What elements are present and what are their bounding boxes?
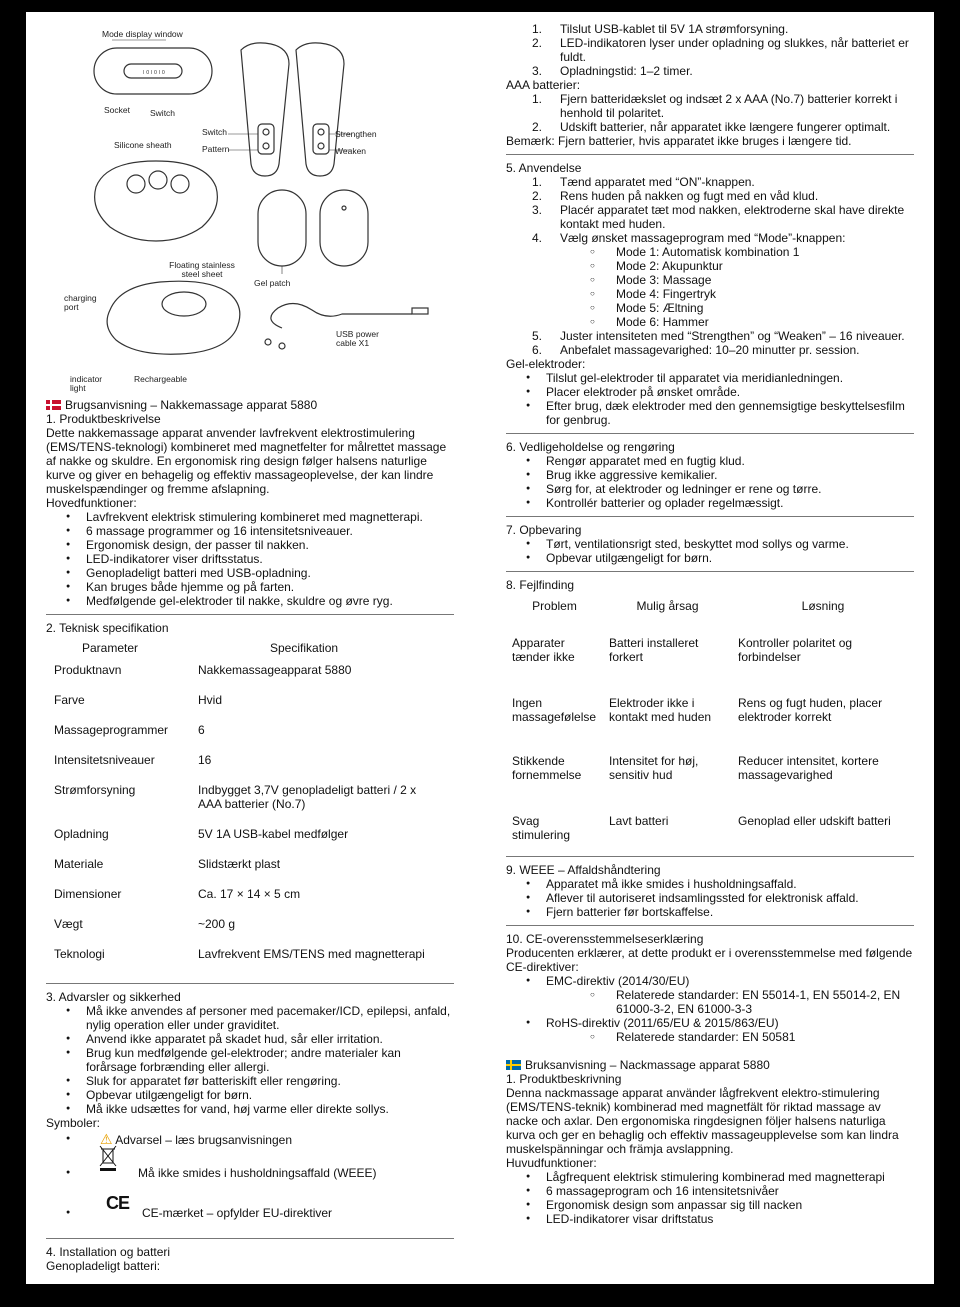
table-cell: Indbygget 3,7V genopladeligt batteri / 2 x AAA batterier (No.7) [198, 783, 417, 811]
list-item: ● Placer elektroder på ønsket område. [506, 385, 914, 399]
manual-page [26, 12, 934, 1284]
ce-mark-icon: ● CE [106, 1193, 130, 1213]
table-row [46, 693, 446, 723]
list-item: ○ Relaterede standarder: EN 50581 [506, 1030, 914, 1044]
list-item: ● Efter brug, dæk elektroder med den gennemsigtige beskyttelsesfilm for genbrug. [506, 399, 914, 427]
table-cell: Nakkemassageapparat 5880 [198, 663, 352, 677]
table-cell: Farve [54, 693, 85, 707]
list-item: ● LED-indikatorer visar driftstatus [506, 1212, 914, 1226]
dk-s5-heading: 5. Anvendelse [506, 161, 582, 175]
table-row [46, 783, 446, 827]
dk-gel-heading: Gel-elektroder: [506, 357, 586, 371]
warning-icon: ⚠ [100, 1131, 113, 1147]
list-item: ● Sluk for apparatet før batteriskift eller rengøring. [46, 1074, 454, 1088]
table-cell: Rens og fugt huden, placer elektroder korrekt [738, 696, 883, 724]
list-item: 1. Tilslut USB-kablet til 5V 1A strømforsyning. [532, 22, 789, 36]
table-cell: Intensitetsniveauer [54, 753, 155, 767]
label-switch-2: Switch [202, 127, 228, 137]
dk-s1-sub: Hovedfunktioner: [46, 496, 137, 510]
table-cell: Ca. 17 × 14 × 5 cm [198, 887, 301, 901]
table-cell: Opladning [54, 827, 109, 841]
list-item: ○ Relaterede standarder: EN 55014-1, EN 55014-2, EN 61000-3-2, EN 61000-3-3 [506, 988, 914, 1016]
list-item: ● Genopladeligt batteri med USB-opladning. [46, 566, 454, 580]
table-row [46, 917, 446, 947]
table-header: Mulig årsag [636, 599, 699, 613]
table-row [46, 947, 446, 977]
list-item: 2. Udskift batterier, når apparatet ikke længere fungerer optimalt. [532, 120, 891, 134]
table-cell: Ingen massagefølelse [512, 696, 597, 724]
dk-s1-text: Dette nakkemassage apparat anvender lavfrekvent elektrostimulering (EMS/TENS-teknologi) kombineret med magnetfelter for målrettet massage af nakke og skuldre. En ergonomisk ring design følger halsens naturlige kurve og giver en behagelig og effektiv massageoplevelse, der kan lindre muskelspændinger og fremme afslapning. [46, 426, 447, 496]
table-cell: Batteri installeret forkert [609, 636, 699, 664]
dk-ce-sublist [506, 988, 914, 1016]
list-item: ● Ergonomisk design, der passer til nakken. [46, 538, 454, 552]
dk-s6-heading: 6. Vedligeholdelse og rengøring [506, 440, 675, 454]
list-item: 6. Anbefalet massagevarighed: 10–20 minutter pr. session. [532, 343, 860, 357]
label-gel: Gel patch [254, 278, 291, 288]
spec-table [46, 641, 446, 977]
list-item: ● Rengør apparatet med en fugtig klud. [506, 454, 914, 468]
dk-s4-note: Bemærk: Fjern batterier, hvis apparatet ikke bruges i længere tid. [506, 134, 852, 148]
list-item: ● Aflever til autoriseret indsamlingssted for elektronisk affald. [506, 891, 914, 905]
dk-s9-heading: 9. WEEE – Affaldshåndtering [506, 863, 661, 877]
troubleshooting-table [506, 598, 914, 850]
list-item: ● Brug ikke aggressive kemikalier. [506, 468, 914, 482]
table-header-row [506, 598, 914, 636]
list-item: ● RoHS-direktiv (2011/65/EU & 2015/863/EU) [506, 1016, 914, 1030]
table-cell: Kontroller polaritet og forbindelser [738, 636, 853, 664]
se-s1-text: Denna nackmassage apparat använder lågfrekvent elektro-stimulering (EMS/TENS-teknik) kombinerad med magnetfält för riktad massage av nacke och axlar. Den ergonomiska ringdesignen följer halsens naturliga kurva och ger en behaglig och effektiv massageupplevelse som kan lindra muskelspänningar och främja avslappning. [506, 1086, 899, 1156]
table-row [46, 663, 446, 693]
label-floating: Floating stainless steel sheet [169, 260, 235, 279]
dk-usage-steps-2 [506, 329, 914, 357]
list-item: ● Anvend ikke apparatet på skadet hud, sår eller irritation. [46, 1032, 454, 1046]
dk-recharge-steps [506, 22, 914, 78]
dk-usage-steps [506, 175, 914, 245]
table-header: Specifikation [270, 641, 339, 655]
label-charging: charging port [64, 293, 97, 312]
table-cell: Svag stimulering [512, 814, 571, 842]
mode-display-digits: I 0 I 0 I 0 [143, 70, 165, 76]
list-item: ● Lavfrekvent elektrisk stimulering kombineret med magnetterapi. [46, 510, 454, 524]
list-item: 3. Opladningstid: 1–2 timer. [532, 64, 693, 78]
table-cell: Genoplad eller udskift batteri [738, 814, 891, 828]
list-item: 2. Rens huden på nakken og fugt med en våd klud. [532, 189, 819, 203]
product-illustration [46, 12, 454, 398]
dk-s2-heading: 2. Teknisk specifikation [46, 621, 169, 635]
list-item: ● LED-indikatorer viser driftsstatus. [46, 552, 454, 566]
table-header: Parameter [82, 641, 139, 655]
table-row [506, 696, 914, 754]
divider [506, 925, 914, 926]
list-item: ● EMC-direktiv (2014/30/EU) [506, 974, 914, 988]
dk-weee-list [506, 877, 914, 919]
list-item: ● Brug kun medfølgende gel-elektroder; andre materialer kan forårsage forbrænding eller allergi. [46, 1046, 454, 1074]
divider [46, 614, 454, 615]
symbol-label: CE-mærket – opfylder EU-direktiver [142, 1206, 333, 1220]
dk-s4-sub: Genopladeligt batteri: [46, 1259, 161, 1273]
table-cell: Slidstærkt plast [198, 857, 281, 871]
list-item: ● Tilslut gel-elektroder til apparatet via meridianledningen. [506, 371, 914, 385]
divider [506, 516, 914, 517]
table-row [46, 887, 446, 917]
list-item: 4. Vælg ønsket massageprogram med “Mode”-knappen: [532, 231, 846, 245]
list-item: ● Medfølgende gel-elektroder til nakke, skuldre og øvre ryg. [46, 594, 454, 608]
list-item: ○ Mode 3: Massage [506, 273, 914, 287]
label-weaken: Weaken [335, 146, 367, 156]
list-item: ○ Mode 4: Fingertryk [506, 287, 914, 301]
table-cell: Stikkende fornemmelse [512, 754, 582, 782]
list-item: ● Opbevar utilgængeligt for børn. [506, 551, 914, 565]
table-cell: Intensitet for høj, sensitiv hud [609, 754, 699, 782]
list-item: 1. Tænd apparatet med “ON”-knappen. [532, 175, 755, 189]
table-row [506, 754, 914, 814]
table-cell: Lavt batteri [609, 814, 669, 828]
dk-aaa-steps [506, 92, 914, 134]
list-item: ● Fjern batterier før bortskaffelse. [506, 905, 914, 919]
label-socket: Socket [104, 105, 130, 115]
table-header: Problem [532, 599, 577, 613]
list-item: 2. LED-indikatoren lyser under opladning og slukkes, når batteriet er fuldt. [532, 36, 909, 64]
dk-ce-list [506, 974, 914, 988]
list-item: ○ Mode 6: Hammer [506, 315, 914, 329]
right-column [506, 22, 914, 1226]
divider [46, 1238, 454, 1239]
list-item: 5. Juster intensiteten med “Strengthen” og “Weaken” – 16 niveauer. [532, 329, 905, 343]
table-row [46, 753, 446, 783]
list-item: 1. Fjern batteridækslet og indsæt 2 x AAA (No.7) batterier korrekt i henhold til polaritet. [532, 92, 898, 120]
list-item: ○ Mode 2: Akupunktur [506, 259, 914, 273]
se-title: Bruksanvisning – Nackmassage apparat 5880 [506, 1058, 914, 1072]
symbol-row-weee [46, 1152, 454, 1198]
symbol-row-ce [46, 1193, 454, 1232]
table-cell: 16 [198, 753, 212, 767]
label-silicone: Silicone sheath [114, 140, 172, 150]
table-cell: Produktnavn [54, 663, 122, 677]
list-item: ● Opbevar utilgængeligt for børn. [46, 1088, 454, 1102]
label-mode-window: Mode display window [102, 29, 183, 39]
label-rechargeable: Rechargeable [134, 374, 187, 384]
table-cell: Lavfrekvent EMS/TENS med magnetterapi [198, 947, 425, 961]
table-cell: Hvid [198, 693, 223, 707]
list-item: ● Kan bruges både hjemme og på farten. [46, 580, 454, 594]
divider [506, 571, 914, 572]
list-item: ● Må ikke anvendes af personer med pacemaker/ICD, epilepsi, anfald, nylig operation eller under graviditet. [46, 1004, 454, 1032]
table-row [46, 723, 446, 753]
dk-s3-heading: 3. Advarsler og sikkerhed [46, 990, 181, 1004]
dk-s8-heading: 8. Fejlfinding [506, 578, 575, 592]
dk-title: Brugsanvisning – Nakkemassage apparat 5880 [46, 398, 454, 412]
table-cell: Vægt [54, 917, 83, 931]
danish-flag-icon [46, 400, 61, 410]
table-cell: Teknologi [54, 947, 105, 961]
dk-storage-list [506, 537, 914, 565]
dk-symbols-heading: Symboler: [46, 1116, 101, 1130]
table-cell: 6 [198, 723, 205, 737]
table-row [46, 857, 446, 887]
divider [506, 433, 914, 434]
label-indicator: indicator light [70, 374, 103, 393]
list-item: ● Må ikke udsættes for vand, høj varme eller direkte sollys. [46, 1102, 454, 1116]
list-item: 3. Placér apparatet tæt mod nakken, elektroderne skal have direkte kontakt med huden. [532, 203, 905, 231]
divider [506, 154, 914, 155]
table-cell: 5V 1A USB-kabel medfølger [198, 827, 349, 841]
dk-s1-heading: 1. Produktbeskrivelse [46, 412, 161, 426]
table-header-row [46, 641, 446, 663]
table-cell: Elektroder ikke i kontakt med huden [609, 696, 712, 724]
weee-bin-icon [98, 1144, 118, 1172]
product-diagram [46, 12, 454, 398]
se-s1-sub: Huvudfunktioner: [506, 1156, 597, 1170]
dk-features-list [46, 510, 454, 608]
se-s1-heading: 1. Produktbeskrivning [506, 1072, 622, 1086]
symbol-label: Må ikke smides i husholdningsaffald (WEEE) [138, 1166, 377, 1180]
table-cell: Materiale [54, 857, 104, 871]
dk-s4-heading: 4. Installation og batteri [46, 1245, 171, 1259]
list-item: ● 6 massageprogram och 16 intensitetsnivåer [506, 1184, 914, 1198]
list-item: ● Ergonomisk design som anpassar sig till nacken [506, 1198, 914, 1212]
dk-warnings-list [46, 1004, 454, 1116]
left-column [46, 12, 454, 1273]
se-features-list [506, 1170, 914, 1226]
dk-s10-text: Producenten erklærer, at dette produkt er i overensstemmelse med følgende CE-direktiver: [506, 946, 913, 974]
list-item: ○ Mode 5: Æltning [506, 301, 914, 315]
list-item: ● Tørt, ventilationsrigt sted, beskyttet mod sollys og varme. [506, 537, 914, 551]
list-item: ● Sørg for, at elektroder og ledninger er rene og tørre. [506, 482, 914, 496]
divider [46, 983, 454, 984]
dk-modes-list [506, 245, 914, 329]
table-row [506, 636, 914, 696]
divider [506, 856, 914, 857]
dk-aaa-heading: AAA batterier: [506, 78, 581, 92]
table-cell: Strømforsyning [54, 783, 136, 797]
dk-gel-list [506, 371, 914, 427]
list-item: ● Kontrollér batterier og oplader regelmæssigt. [506, 496, 914, 510]
table-cell: Dimensioner [54, 887, 122, 901]
label-strengthen: Strengthen [335, 129, 377, 139]
list-item: ● Apparatet må ikke smides i husholdningsaffald. [506, 877, 914, 891]
dk-ce-list-2 [506, 1016, 914, 1030]
table-cell: Apparater tænder ikke [512, 636, 575, 664]
dk-s7-heading: 7. Opbevaring [506, 523, 582, 537]
dk-ce-sublist-2 [506, 1030, 914, 1044]
label-usb: USB power cable X1 [336, 329, 379, 348]
swedish-flag-icon [506, 1060, 521, 1070]
table-row [46, 827, 446, 857]
table-cell: Reducer intensitet, kortere massagevarighed [738, 754, 879, 782]
table-cell: Massageprogrammer [54, 723, 169, 737]
label-pattern: Pattern [202, 144, 230, 154]
list-item: ● 6 massage programmer og 16 intensitetsniveauer. [46, 524, 454, 538]
dk-s10-heading: 10. CE-overensstemmelseserklæring [506, 932, 704, 946]
list-item: ○ Mode 1: Automatisk kombination 1 [506, 245, 914, 259]
label-switch: Switch [150, 108, 176, 118]
table-row [506, 814, 914, 850]
table-header: Løsning [801, 599, 845, 613]
list-item: ● Lågfrequent elektrisk stimulering kombinerad med magnetterapi [506, 1170, 914, 1184]
symbol-label: Advarsel – læs brugsanvisningen [115, 1133, 292, 1147]
dk-maintenance-list [506, 454, 914, 510]
table-cell: ~200 g [198, 917, 236, 931]
